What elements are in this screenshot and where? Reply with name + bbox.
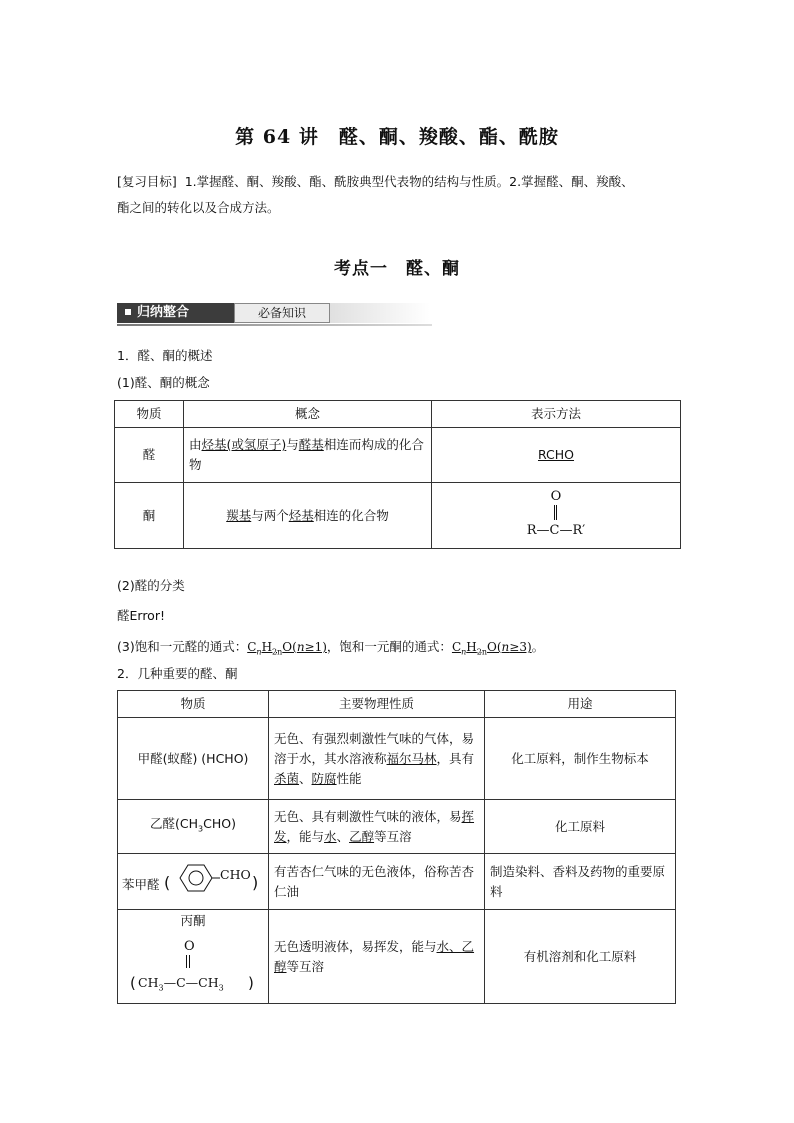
ketone-main-chain: R—C—R′: [526, 522, 586, 538]
formula-sub: n: [256, 647, 262, 657]
prop-underlined: 防腐: [311, 770, 337, 786]
chain-sub: 3: [218, 983, 224, 992]
section-banner: [117, 303, 432, 327]
row-use: 制造染料、香料及药物的重要原料: [485, 854, 676, 910]
name-part: CHO): [203, 815, 236, 831]
goal-line-1: 1.掌握醛、酮、羧酸、酯、酰胺典型代表物的结构与性质。2.掌握醛、酮、羧酸、: [184, 174, 634, 189]
row-name: 醛: [115, 428, 184, 483]
ketone-structure: [432, 483, 681, 549]
banner-left: [117, 303, 234, 323]
aldehyde-ketone-table: [117, 690, 676, 1004]
concept-underlined: 醛基: [298, 437, 324, 452]
chain-part: —C—CH: [163, 974, 219, 990]
cho-group: CHO: [220, 866, 251, 882]
concept-text: 相连而构成的化合物: [189, 437, 424, 472]
oxygen-label: O: [550, 488, 562, 504]
row-concept: [184, 483, 432, 549]
square-icon: [125, 309, 131, 315]
table-row: [118, 854, 676, 910]
header-cell: 用途: [485, 691, 676, 718]
name-part: 乙醛(CH: [150, 815, 199, 831]
banner-right: 必备知识: [234, 303, 330, 323]
sub3-text: 。: [531, 639, 545, 654]
chain-sub: 3: [158, 983, 164, 992]
formula-part: ≥3): [509, 640, 532, 654]
concept-text: 由: [189, 437, 202, 452]
banner-fade: [330, 303, 430, 323]
row-property: [269, 718, 485, 800]
formula-sub: 2n: [476, 647, 487, 657]
s1-sub1: (1)醛、酮的概念: [117, 375, 210, 390]
concept-table: [114, 400, 681, 549]
table-row: [118, 718, 676, 800]
prop-text: 无色透明液体，易挥发，能与: [274, 938, 437, 954]
concept-underlined: 烃基: [288, 507, 314, 523]
prop-text: 、: [299, 770, 312, 786]
benzene-ring-icon: [172, 862, 220, 894]
formula-part: C: [451, 640, 462, 654]
s1-sub2: (2)醛的分类: [117, 578, 185, 593]
prop-text: 性能: [336, 770, 362, 786]
row-use: 有机溶剂和化工原料: [485, 910, 676, 1004]
formula-part: C: [247, 640, 257, 654]
formula-part: O(: [282, 640, 297, 654]
prop-underlined: 乙醇: [274, 938, 475, 974]
header-cell: 物质: [115, 401, 184, 428]
row-use: 化工原料，制作生物标本: [485, 718, 676, 800]
oxygen-label: O: [184, 938, 195, 954]
row-name: [118, 910, 269, 1004]
row-repr: [432, 428, 681, 483]
open-paren: (: [130, 973, 136, 992]
header-cell: 物质: [118, 691, 269, 718]
formula-var: n: [501, 640, 510, 654]
row-name: 酮: [115, 483, 184, 549]
prop-text: 等互溶: [286, 958, 325, 974]
sub3-text: (3)饱和一元醛的通式：: [117, 639, 248, 654]
row-name: 甲醛(蚁醛) (HCHO): [118, 718, 269, 800]
row-property: [269, 800, 485, 854]
table-header-row: [115, 401, 681, 428]
formula-sub: 2n: [272, 647, 283, 657]
acetone-main-chain: [138, 973, 224, 999]
ketone-general-formula: [451, 640, 532, 657]
open-paren: (: [164, 872, 171, 892]
row-property: 有苦杏仁气味的无色液体，俗称苦杏仁油: [269, 854, 485, 910]
prop-underlined: 水、: [436, 938, 462, 954]
prop-underlined: 水: [324, 828, 337, 844]
prop-text: 等互溶: [374, 828, 412, 844]
error-line: 醛Error!: [117, 608, 165, 623]
formula-part: O(: [487, 640, 502, 654]
prop-underlined: 福尔马林: [386, 750, 437, 766]
concept-underlined: 烃基(或氢原子): [201, 437, 287, 452]
table-row: [115, 428, 681, 483]
row-use: 化工原料: [485, 800, 676, 854]
concept-text: 相连的化合物: [313, 507, 389, 523]
close-paren: ): [248, 973, 254, 992]
formula-part: ≥1): [304, 640, 327, 654]
header-cell: 概念: [184, 401, 432, 428]
formula-part: H: [261, 640, 273, 654]
prop-text: 无色、具有刺激性气味的液体，易: [274, 808, 462, 824]
name-sub: 3: [198, 824, 204, 834]
row-name: [118, 800, 269, 854]
ketone-structure-drawing: [437, 487, 675, 545]
formula-part: H: [466, 640, 477, 654]
goal-line-2: 酯之间的转化以及合成方法。: [117, 200, 280, 215]
prop-text: ，能与: [286, 828, 325, 844]
concept-text: 与两个: [251, 507, 289, 523]
section-title: 考点一 醛、酮: [334, 259, 460, 279]
header-cell: 主要物理性质: [269, 691, 485, 718]
banner-underline: [117, 324, 432, 326]
prop-underlined: 挥发: [274, 808, 475, 844]
double-bond: [186, 955, 190, 968]
prop-text: 无色、有强烈刺激性气味的气体，易溶于水，其水溶液称: [274, 730, 475, 766]
row-name: [118, 854, 269, 910]
prop-text: ，具有: [436, 750, 475, 766]
aldehyde-general-formula: [247, 640, 327, 657]
formula-sub: n: [461, 647, 467, 657]
prop-text: 、: [336, 828, 350, 844]
acetone-structure: [122, 911, 264, 1003]
benzaldehyde-name: 苯甲醛: [122, 876, 160, 892]
formula-var: n: [296, 640, 305, 654]
prop-underlined: 乙醇: [349, 828, 375, 844]
review-goals: [117, 172, 682, 218]
page-title: 第 64 讲 醛、酮、羧酸、酯、酰胺: [235, 126, 559, 148]
table-row: [118, 910, 676, 1004]
concept-underlined: 羰基: [226, 507, 252, 523]
repr-formula: RCHO: [537, 447, 575, 462]
prop-underlined: 杀菌: [274, 770, 300, 786]
sub3-text: ，饱和一元酮的通式：: [326, 639, 452, 654]
banner-left-label: 归纳整合: [137, 305, 190, 320]
double-bond: [554, 505, 557, 520]
goal-tag: [复习目标]: [117, 174, 177, 189]
chain-part: CH: [138, 974, 159, 990]
table-header-row: [118, 691, 676, 718]
s1-heading: 1．醛、酮的概述: [117, 348, 213, 363]
benzaldehyde-structure: [122, 857, 264, 907]
header-cell: 表示方法: [432, 401, 681, 428]
s1-sub3: [117, 637, 544, 656]
table-row: [118, 800, 676, 854]
row-concept: [184, 428, 432, 483]
close-paren: ): [252, 872, 259, 892]
acetone-name: 丙酮: [180, 912, 206, 928]
table-row: [115, 483, 681, 549]
s2-heading: 2．几种重要的醛、酮: [117, 666, 238, 681]
row-property: [269, 910, 485, 1004]
concept-text: 与: [286, 437, 299, 452]
